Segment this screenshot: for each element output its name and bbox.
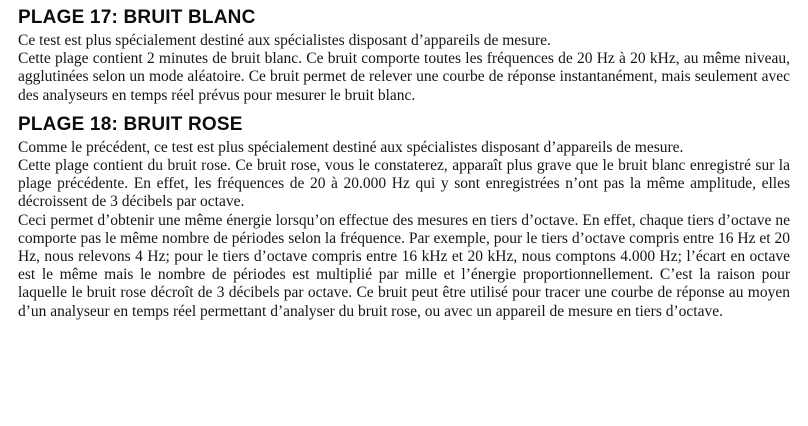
- paragraph: Cette plage contient 2 minutes de bruit blanc. Ce bruit comporte toutes les fréquences de 20 Hz à 20 kHz, au même niveau, agglutinées selon un mode aléatoire. Ce bruit permet de relever une courbe de réponse instantanément, mais seulement avec des analyseurs en temps réel prévus pour mesurer le bruit blanc.: [18, 50, 790, 104]
- paragraph: Comme le précédent, ce test est plus spécialement destiné aux spécialistes disposant d’appareils de mesure.: [18, 138, 684, 156]
- paragraph: Ce test est plus spécialement destiné aux spécialistes disposant d’appareils de mesure.: [18, 32, 551, 49]
- section-plage-18: [18, 113, 790, 321]
- paragraph: Ceci permet d’obtenir une même énergie lorsqu’on effectue des mesures en tiers d’octave. En effet, chaque tiers d’octave ne comporte pas le même nombre de périodes selon la fréquence. Par exemple, pour le tiers d’octave compris entre 16 Hz et 20 Hz, nous relevons 4 Hz; pour le tiers d’octave compris entre 16 kHz et 20 kHz, nous comptons 4.000 Hz; l’écart en octave est le même mais le nombre de périodes est multiplié par mille et l’énergie proportionnellement. C’est la raison pour laquelle le bruit rose décroît de 3 décibels par octave. Ce bruit peut être utilisé pour tracer une courbe de réponse au moyen d’un analyseur en temps réel permettant d’analyser du bruit rose, ou avec un appareil de mesure en tiers d’octave.: [18, 211, 790, 320]
- paragraph: Cette plage contient du bruit rose. Ce bruit rose, vous le constaterez, apparaît plus grave que le bruit blanc enregistré sur la plage précédente. En effet, les fréquences de 20 à 20.000 Hz qui y sont enregistrées n’ont pas la même amplitude, elles décroissent de 3 décibels par octave.: [18, 157, 790, 211]
- document-page: [18, 6, 790, 321]
- section-heading: PLAGE 18: BRUIT ROSE: [18, 113, 243, 135]
- section-heading: PLAGE 17: BRUIT BLANC: [18, 7, 256, 28]
- section-plage-17: [18, 6, 790, 105]
